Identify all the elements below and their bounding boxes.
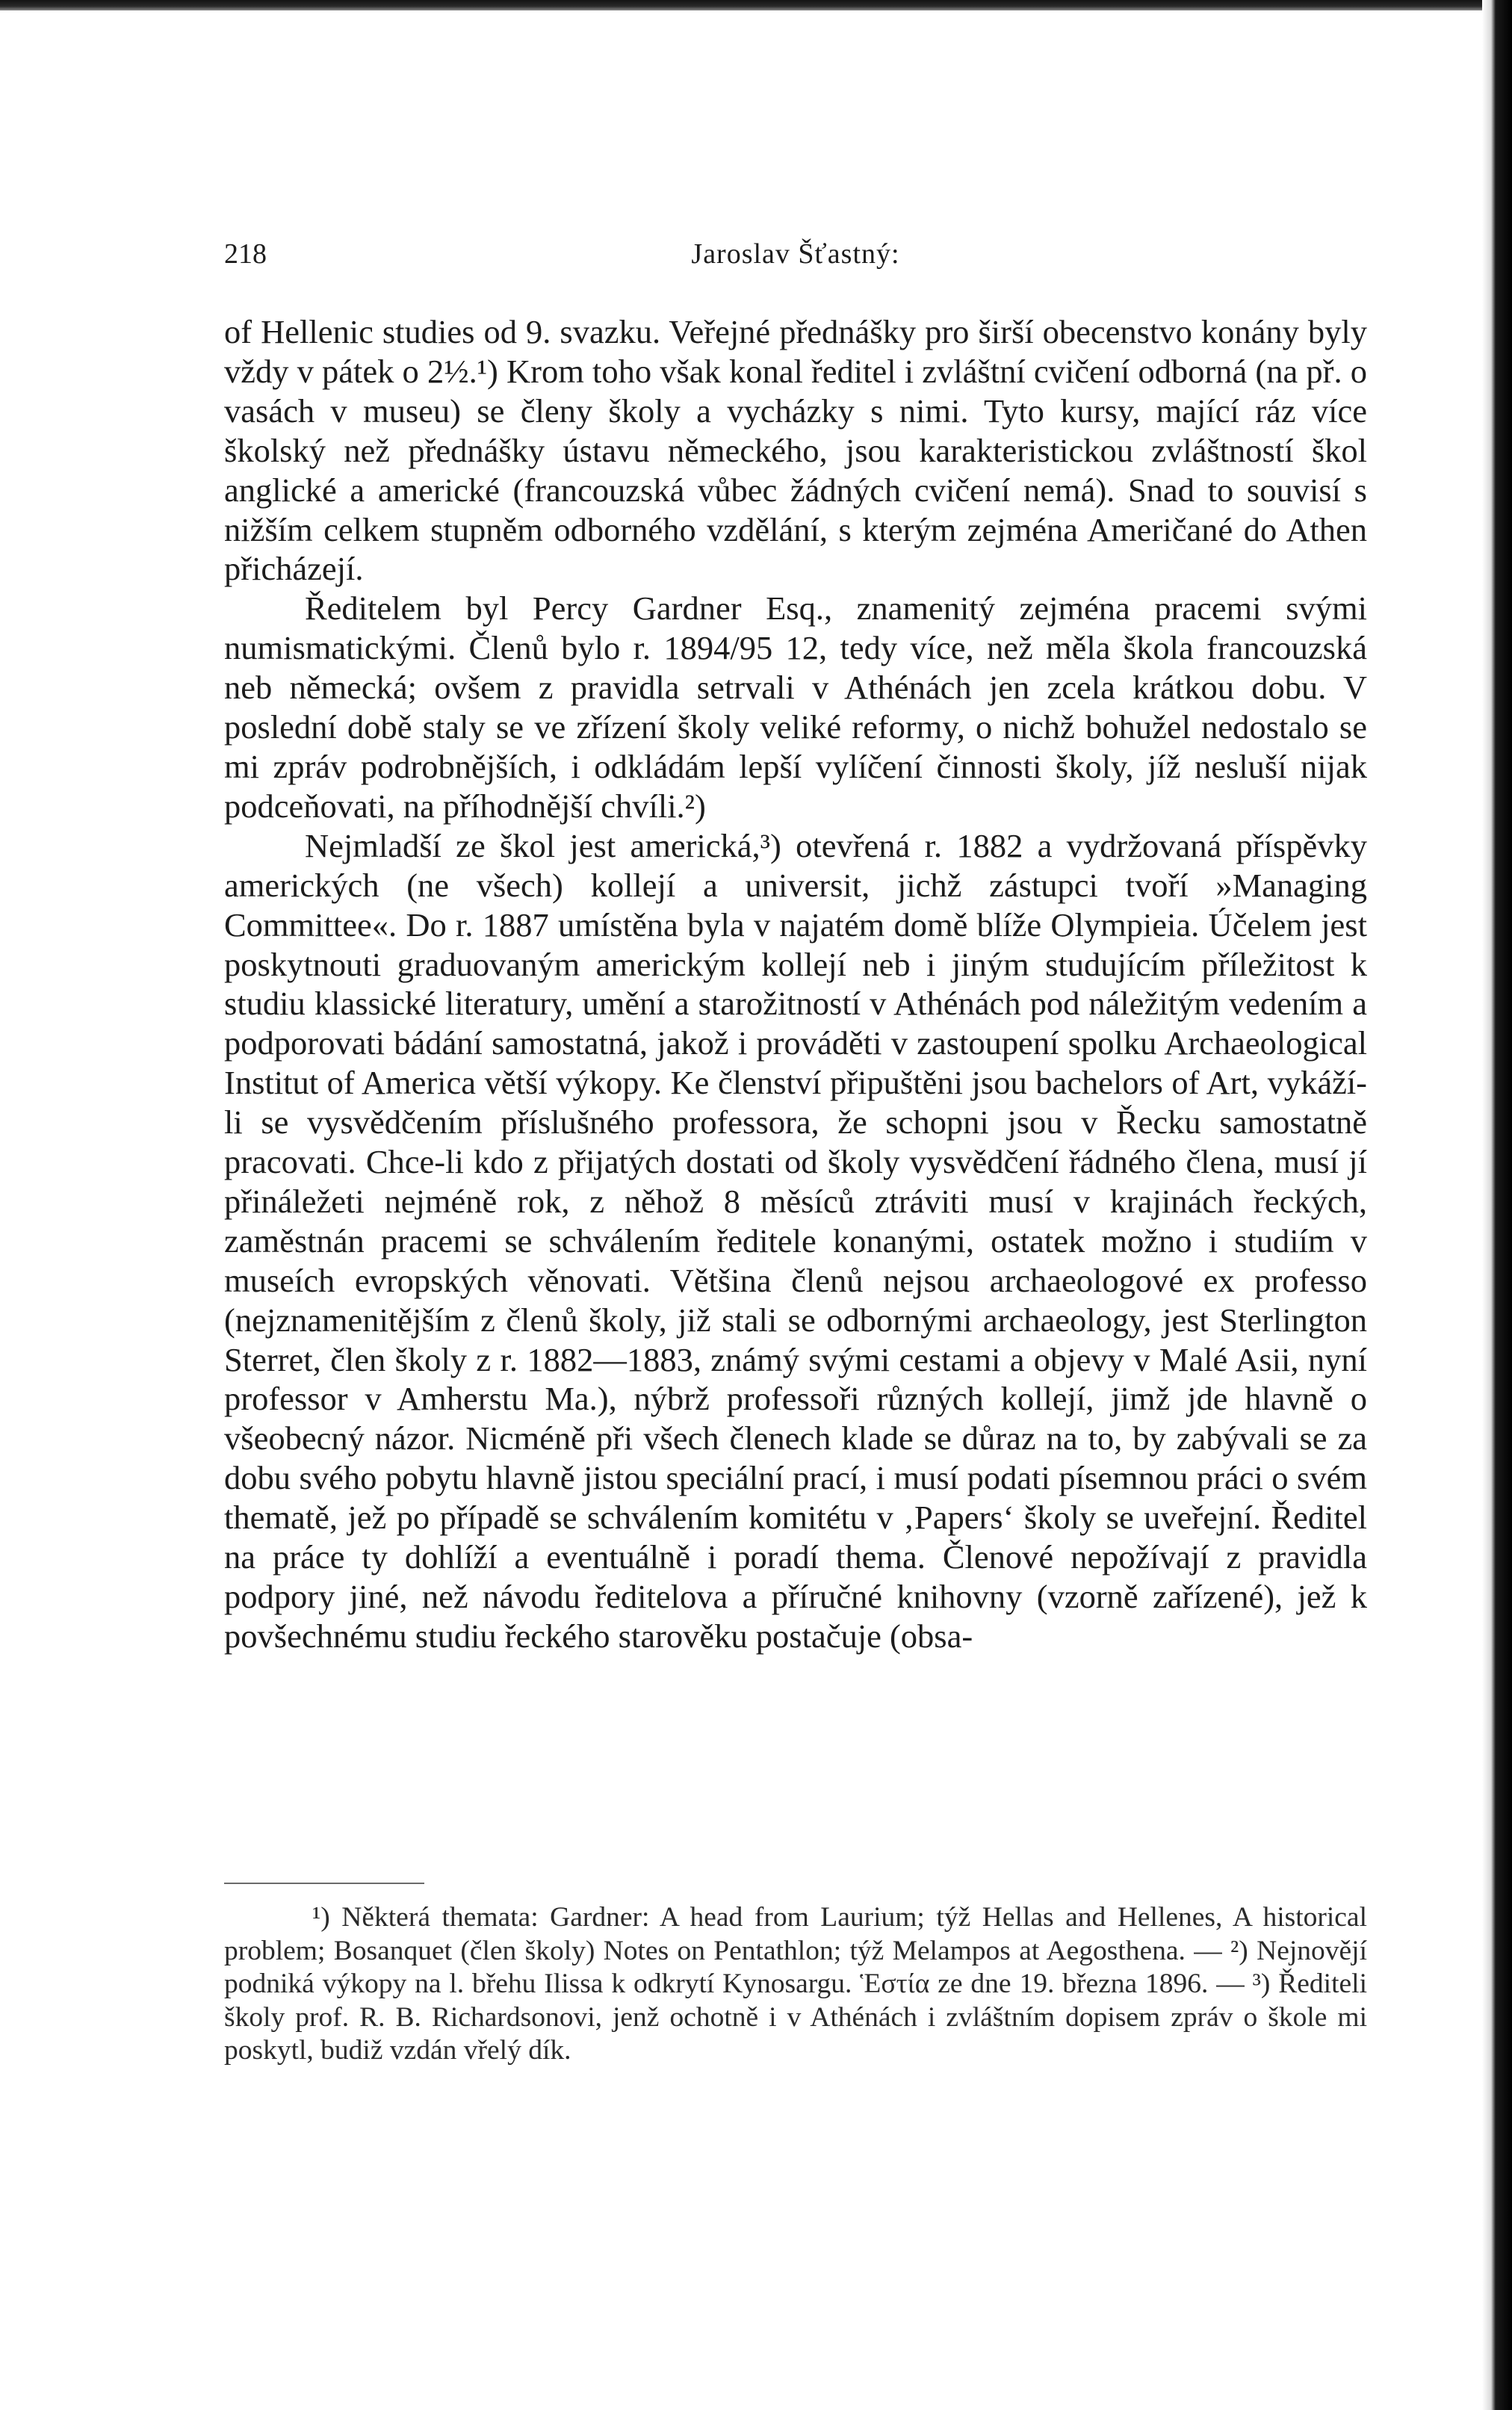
main-text — [224, 312, 1367, 1656]
footnote: ¹) Některá themata: Gardner: A head from Laurium; týž Hellas and Hellenes, A historical problem; Bosanquet (člen školy) Notes on Pentathlon; týž Melampos at Aegosthena. — ²) Nejnovějí podniká výkopy na l. břehu Ilissa k odkrytí Kynosargu. Ἑστία ze dne 19. března 1896. — ³) Řediteli školy prof. R. B. Richardsonovi, jenž ochotně i v Athénách i zvláštním dopisem zpráv o škole mi poskytl, budiž vzdán vřelý dík. — [224, 1902, 1367, 2066]
footnotes — [224, 1901, 1367, 2068]
scan-right-edge — [1482, 0, 1512, 2410]
paragraph: Nejmladší ze škol jest americká,³) otevřená r. 1882 a vydržovaná příspěvky amerických (ne všech) kollejí a universit, jichž zástupci tvoří »Managing Committee«. Do r. 1887 umístěna byla v najatém domě blíže Olympieia. Účelem jest poskytnouti graduovaným americkým kollejí neb i jiným studujícím příležitost k studiu klassické literatury, umění a starožitností v Athénách pod náležitým vedením a podporovati bádání samostatná, jakož i prováděti v zastoupení spolku Archaeological Institut of America větší výkopy. Ke členství připuštěni jsou bachelors of Art, vykáží-li se vysvědčením příslušného professora, že schopni jsou v Řecku samostatně pracovati. Chce-li kdo z přijatých dostati od školy vysvědčení řádného člena, musí jí přináležeti nejméně rok, z něhož 8 měsíců ztráviti musí v krajinách řeckých, zaměstnán pracemi se schválením ředitele konanými, ostatek možno i studiím v museích evropských věnovati. Většina členů nejsou archaeologové ex professo (nejznamenitějším z členů školy, již stali se odbornými archaeology, jest Sterlington Sterret, člen školy z r. 1882—1883, známý svými cestami a objevy v Malé Asii, nyní professor v Amherstu Ma.), nýbrž professoři různých kollejí, jimž jde hlavně o všeobecný názor. Nicméně při všech členech klade se důraz na to, by zabývali se za dobu svého pobytu hlavně jistou speciální prací, i musí podati písemnou práci o svém thematě, jež po případě se schválením komitétu v ‚Papers‘ školy se uveřejní. Ředitel na práce ty dohlíží a eventuálně i poradí thema. Členové nepožívají z pravidla podpory jiné, než návodu ředitelova a příručné knihovny (vzorně zařízené), jež k povšechnému studiu řeckého starověku postačuje (obsa- — [224, 826, 1367, 1655]
running-title: Jaroslav Šťastný: — [691, 238, 900, 270]
page-number: 218 — [224, 238, 267, 270]
footnote-divider — [224, 1883, 424, 1884]
scan-top-edge — [0, 0, 1512, 10]
paragraph: Ředitelem byl Percy Gardner Esq., znamenitý zejména pracemi svými numismatickými. Členů bylo r. 1894/95 12, tedy více, než měla škola francouzská neb německá; ovšem z pravidla setrvali v Athénách jen zcela krátkou dobu. V poslední době staly se ve zřízení školy veliké reformy, o nichž bohužel nedostalo se mi zpráv podrobnějších, i odkládám lepší vylíčení činnosti školy, jíž nesluší nijak podceňovati, na příhodnější chvíli.²) — [224, 589, 1367, 825]
paragraph: of Hellenic studies od 9. svazku. Veřejné přednášky pro širší obecenstvo konány byly vždy v pátek o 2½.¹) Krom toho však konal ředitel i zvláštní cvičení odborná (na př. o vasách v museu) se členy školy a vycházky s nimi. Tyto kursy, mající ráz více školský než přednášky ústavu německého, jsou karakteristickou zvláštností škol anglické a americké (francouzská vůbec žádných cvičení nemá). Snad to souvisí s nižším celkem stupněm odborného vzdělání, s kterým zejména Američané do Athen přicházejí. — [224, 313, 1367, 588]
page-header — [224, 238, 1367, 282]
